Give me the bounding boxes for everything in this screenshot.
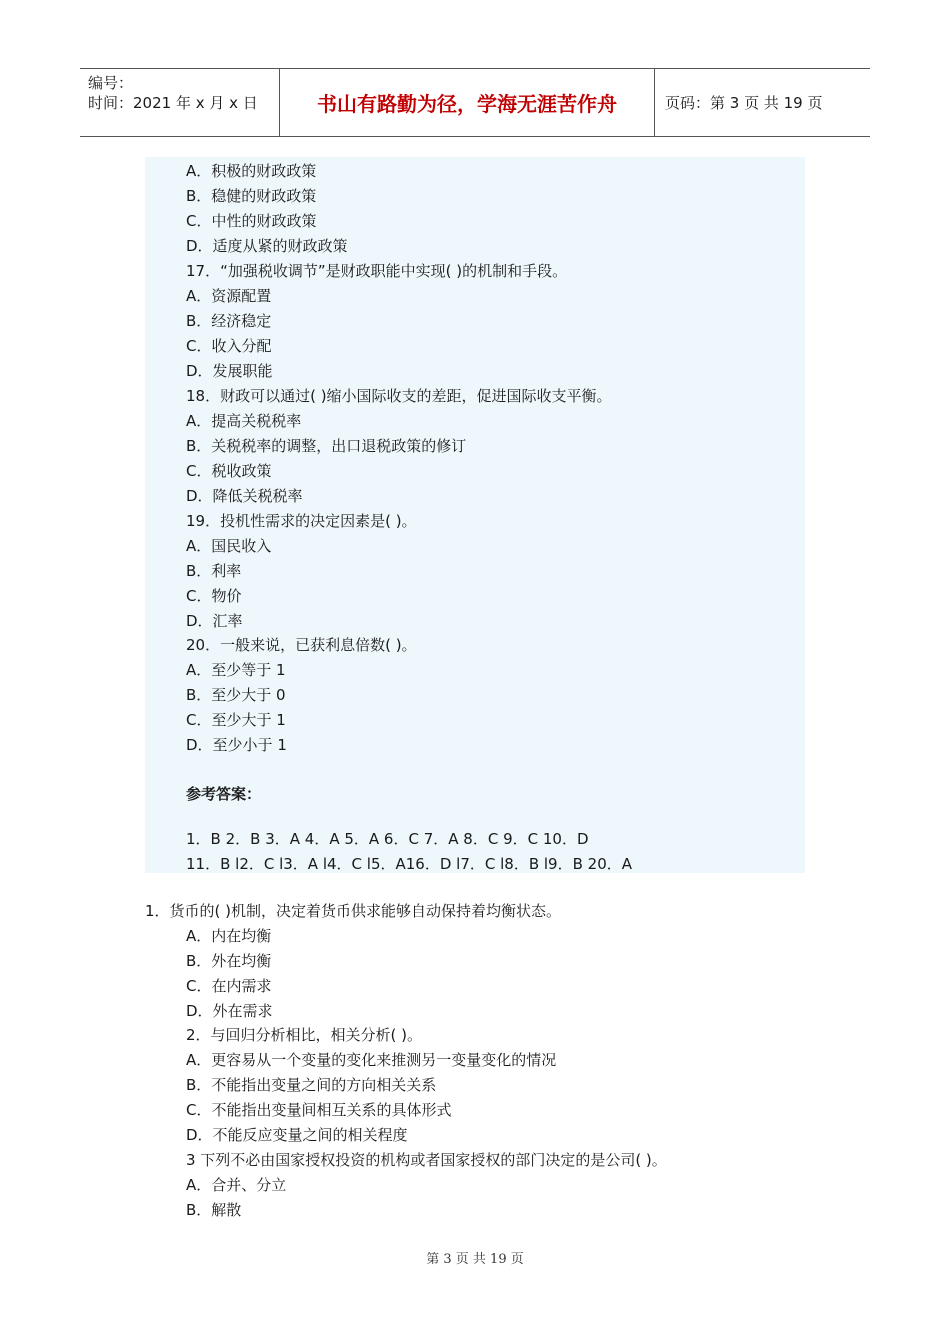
page-label: 页码：第 3 页 共 19 页: [665, 94, 823, 112]
option-line: B．解散: [186, 1201, 242, 1219]
answer-line: 11．B l2．C l3．A l4．C l5．A16．D l7．C l8．B l9．B 20．A: [186, 855, 633, 873]
page-header: [80, 68, 870, 137]
option-line: A．更容易从一个变量的变化来推测另一变量变化的情况: [186, 1051, 557, 1069]
option-line: D．降低关税税率: [186, 487, 303, 505]
option-line: B．不能指出变量之间的方向相关关系: [186, 1076, 437, 1094]
option-line: B．至少大于 0: [186, 686, 286, 704]
option-line: A．提高关税税率: [186, 412, 302, 430]
option-line: D．不能反应变量之间的相关程度: [186, 1126, 408, 1144]
option-line: D．适度从紧的财政政策: [186, 237, 348, 255]
question-line: 18．财政可以通过( )缩小国际收支的差距，促进国际收支平衡。: [186, 387, 612, 405]
page-footer: 第 3 页 共 19 页: [426, 1252, 524, 1267]
option-line: C．在内需求: [186, 977, 272, 995]
option-line: C．物价: [186, 587, 242, 605]
question-line: 1．货币的( )机制，决定着货币供求能够自动保持着均衡状态。: [145, 902, 562, 920]
option-line: B．稳健的财政政策: [186, 187, 317, 205]
header-left-cell: [80, 69, 280, 136]
question-line: 20．一般来说，已获利息倍数( )。: [186, 636, 417, 654]
question-line: 19．投机性需求的决定因素是( )。: [186, 512, 417, 530]
question-line: 17．“加强税收调节”是财政职能中实现( )的机制和手段。: [186, 262, 568, 280]
option-line: A．合并、分立: [186, 1176, 287, 1194]
option-line: C．中性的财政政策: [186, 212, 317, 230]
option-line: A．资源配置: [186, 287, 272, 305]
option-line: B．外在均衡: [186, 952, 272, 970]
number-label: 编号：: [88, 74, 134, 92]
option-line: B．经济稳定: [186, 312, 272, 330]
option-line: B．关税税率的调整，出口退税政策的修订: [186, 437, 467, 455]
time-label: 时间：2021 年 x 月 x 日: [88, 94, 258, 112]
option-line: C．至少大于 1: [186, 711, 286, 729]
question-line: 2．与回归分析相比，相关分析( )。: [186, 1026, 423, 1044]
option-line: A．积极的财政政策: [186, 162, 317, 180]
answer-heading: 参考答案：: [186, 785, 262, 803]
option-line: D．汇率: [186, 612, 243, 630]
motto: 书山有路勤为径，学海无涯苦作舟: [280, 69, 655, 136]
option-line: D．外在需求: [186, 1002, 273, 1020]
option-line: A．国民收入: [186, 537, 272, 555]
question-line: 3 下列不必由国家授权投资的机构或者国家授权的部门决定的是公司( )。: [186, 1151, 667, 1169]
option-line: A．内在均衡: [186, 927, 272, 945]
option-line: C．不能指出变量间相互关系的具体形式: [186, 1101, 452, 1119]
option-line: C．收入分配: [186, 337, 272, 355]
answer-line: 1．B 2．B 3．A 4．A 5．A 6．C 7．A 8．C 9．C 10．D: [186, 830, 589, 848]
option-line: D．至少小于 1: [186, 736, 287, 754]
option-line: B．利率: [186, 562, 242, 580]
option-line: C．税收政策: [186, 462, 272, 480]
option-line: A．至少等于 1: [186, 661, 286, 679]
option-line: D．发展职能: [186, 362, 273, 380]
